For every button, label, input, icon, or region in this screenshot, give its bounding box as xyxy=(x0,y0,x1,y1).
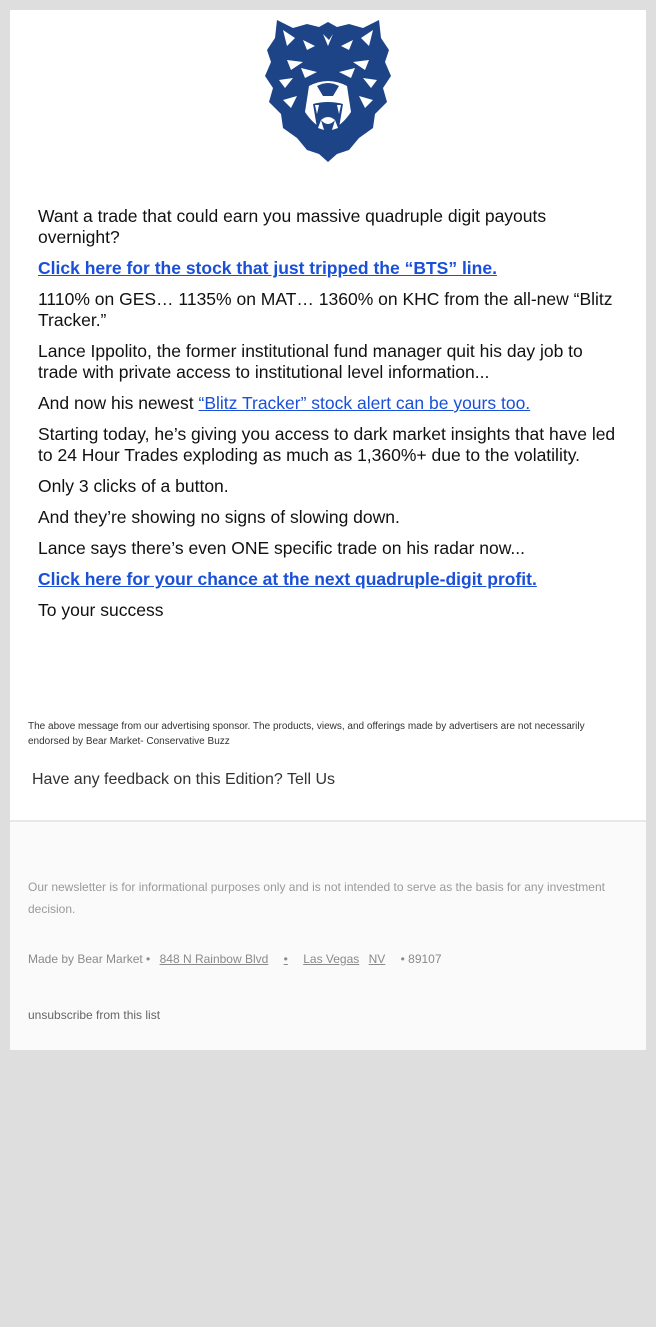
radar-paragraph: Lance says there’s even ONE specific trade on his radar now... xyxy=(38,538,526,558)
sponsor-disclaimer: The above message from our advertising sponsor. The products, views, and offerings made by advertisers are not necessarily endorsed by Bear Market- Conservative Buzz xyxy=(28,721,585,747)
footer-disclaimer: Our newsletter is for informational purposes only and is not intended to serve as the basis for any investment decision. xyxy=(28,880,605,916)
unsubscribe-link[interactable]: unsubscribe from this list xyxy=(28,1008,161,1022)
bear-logo-icon xyxy=(263,16,393,162)
made-by-text: Made by Bear Market • xyxy=(28,952,151,966)
cta-paragraph-1 xyxy=(38,258,618,279)
city-link[interactable]: Las Vegas xyxy=(303,952,360,966)
feedback-line[interactable] xyxy=(28,770,618,790)
email-card xyxy=(10,10,646,1050)
signoff: To your success xyxy=(38,600,164,620)
quadruple-profit-link[interactable]: Click here for your chance at the next quadruple-digit profit. xyxy=(38,569,537,589)
state-link[interactable]: NV xyxy=(368,952,386,966)
logo-container xyxy=(10,16,646,162)
alert-paragraph xyxy=(38,393,618,414)
clicks-paragraph: Only 3 clicks of a button. xyxy=(38,476,229,496)
returns-paragraph: 1110% on GES… 1135% on MAT… 1360% on KHC from the all-new “Blitz Tracker.” xyxy=(38,289,613,330)
footer-address xyxy=(28,952,628,966)
momentum-paragraph: And they’re showing no signs of slowing down. xyxy=(38,507,400,527)
alert-prefix: And now his newest xyxy=(38,393,199,413)
separator-link[interactable]: • xyxy=(283,952,288,966)
bts-stock-link[interactable]: Click here for the stock that just tripped the “BTS” line. xyxy=(38,258,497,278)
insights-paragraph: Starting today, he’s giving you access to dark market insights that have led to 24 Hour Trades exploding as much as 1,360%+ due to the volatility. xyxy=(38,424,616,465)
message-body xyxy=(38,206,618,631)
feedback-text[interactable]: Have any feedback on this Edition? Tell Us xyxy=(32,771,335,788)
blitz-tracker-link[interactable]: “Blitz Tracker” stock alert can be yours too. xyxy=(198,393,531,413)
cta-paragraph-2 xyxy=(38,569,618,590)
zip-text: • 89107 xyxy=(400,952,442,966)
intro-paragraph: Want a trade that could earn you massive quadruple digit payouts overnight? xyxy=(38,206,547,247)
bio-paragraph: Lance Ippolito, the former institutional fund manager quit his day job to trade with private access to institutional level information... xyxy=(38,341,583,382)
footer xyxy=(10,822,646,1050)
street-link[interactable]: 848 N Rainbow Blvd xyxy=(159,952,269,966)
